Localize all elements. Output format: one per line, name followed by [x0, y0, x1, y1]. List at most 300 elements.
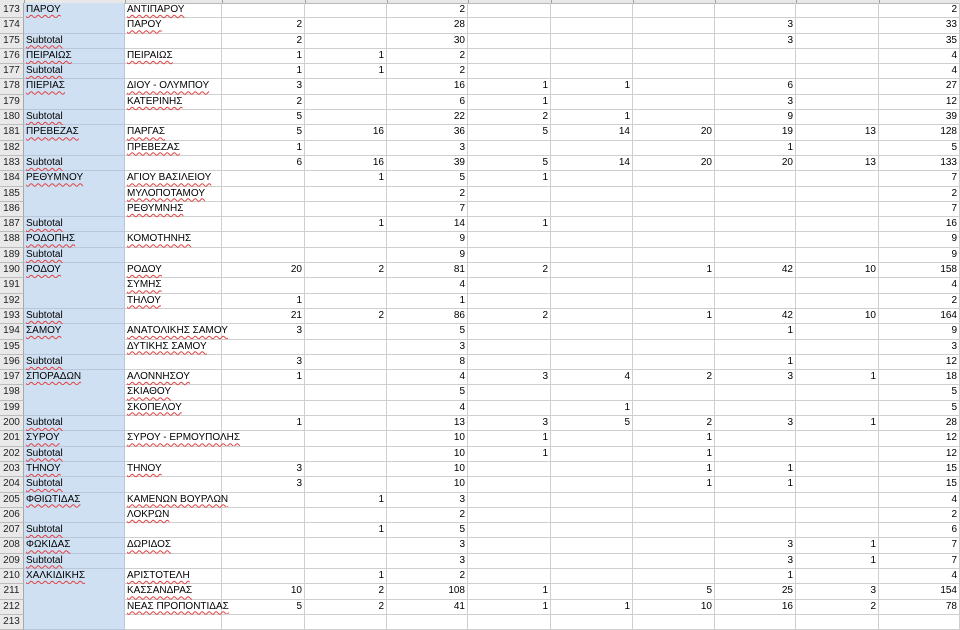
- value-cell[interactable]: 1: [222, 141, 305, 156]
- value-cell[interactable]: [633, 615, 715, 630]
- row-header[interactable]: 193: [0, 309, 24, 324]
- value-cell[interactable]: 10: [387, 477, 468, 492]
- value-cell[interactable]: [551, 615, 633, 630]
- total-cell[interactable]: 4: [879, 278, 960, 293]
- row-header[interactable]: 173: [0, 3, 24, 18]
- value-cell[interactable]: 13: [796, 125, 879, 140]
- value-cell[interactable]: [468, 49, 551, 64]
- total-cell[interactable]: 2: [879, 508, 960, 523]
- value-cell[interactable]: [468, 18, 551, 33]
- municipality-cell[interactable]: ΔΥΤΙΚΗΣ ΣΑΜΟΥ: [125, 340, 222, 355]
- value-cell[interactable]: [796, 447, 879, 462]
- value-cell[interactable]: [222, 340, 305, 355]
- municipality-cell[interactable]: ΣΚΟΠΕΛΟΥ: [125, 401, 222, 416]
- value-cell[interactable]: 16: [387, 79, 468, 94]
- value-cell[interactable]: 1: [222, 370, 305, 385]
- value-cell[interactable]: 1: [551, 600, 633, 615]
- row-header[interactable]: 211: [0, 584, 24, 599]
- value-cell[interactable]: 2: [305, 600, 387, 615]
- value-cell[interactable]: 5: [633, 584, 715, 599]
- value-cell[interactable]: [305, 95, 387, 110]
- municipality-cell[interactable]: ΠΑΡΓΑΣ: [125, 125, 222, 140]
- value-cell[interactable]: [305, 202, 387, 217]
- value-cell[interactable]: 2: [305, 309, 387, 324]
- value-cell[interactable]: 10: [222, 584, 305, 599]
- value-cell[interactable]: [715, 217, 796, 232]
- value-cell[interactable]: 10: [633, 600, 715, 615]
- municipality-cell[interactable]: ΣΚΙΑΘΟΥ: [125, 385, 222, 400]
- municipality-cell[interactable]: [125, 64, 222, 79]
- value-cell[interactable]: 25: [715, 584, 796, 599]
- total-cell[interactable]: 18: [879, 370, 960, 385]
- value-cell[interactable]: 1: [633, 477, 715, 492]
- municipality-cell[interactable]: ΠΑΡΟΥ: [125, 18, 222, 33]
- value-cell[interactable]: [468, 385, 551, 400]
- value-cell[interactable]: [796, 187, 879, 202]
- value-cell[interactable]: 3: [468, 416, 551, 431]
- value-cell[interactable]: [387, 615, 468, 630]
- value-cell[interactable]: 2: [222, 18, 305, 33]
- value-cell[interactable]: 5: [222, 125, 305, 140]
- municipality-cell[interactable]: ΜΥΛΟΠΟΤΑΜΟΥ: [125, 187, 222, 202]
- region-cell[interactable]: ΣΑΜΟΥ: [24, 324, 125, 339]
- value-cell[interactable]: 42: [715, 263, 796, 278]
- value-cell[interactable]: 1: [222, 416, 305, 431]
- total-cell[interactable]: 2: [879, 187, 960, 202]
- municipality-cell[interactable]: ΡΟΔΟΥ: [125, 263, 222, 278]
- total-cell[interactable]: 7: [879, 538, 960, 553]
- value-cell[interactable]: [305, 294, 387, 309]
- value-cell[interactable]: [222, 554, 305, 569]
- region-cell[interactable]: ΦΘΙΩΤΙΔΑΣ: [24, 493, 125, 508]
- municipality-cell[interactable]: ΚΟΜΟΤΗΝΗΣ: [125, 232, 222, 247]
- value-cell[interactable]: 3: [387, 493, 468, 508]
- municipality-cell[interactable]: [125, 110, 222, 125]
- value-cell[interactable]: 3: [222, 324, 305, 339]
- value-cell[interactable]: 4: [387, 370, 468, 385]
- value-cell[interactable]: [305, 110, 387, 125]
- region-cell[interactable]: [24, 340, 125, 355]
- total-cell[interactable]: 35: [879, 34, 960, 49]
- value-cell[interactable]: [222, 278, 305, 293]
- value-cell[interactable]: 1: [468, 171, 551, 186]
- value-cell[interactable]: [551, 263, 633, 278]
- value-cell[interactable]: [468, 141, 551, 156]
- value-cell[interactable]: 4: [551, 370, 633, 385]
- value-cell[interactable]: 13: [387, 416, 468, 431]
- value-cell[interactable]: [796, 64, 879, 79]
- value-cell[interactable]: [796, 49, 879, 64]
- value-cell[interactable]: [222, 508, 305, 523]
- value-cell[interactable]: [468, 232, 551, 247]
- region-cell[interactable]: Subtotal: [24, 309, 125, 324]
- value-cell[interactable]: 1: [468, 217, 551, 232]
- value-cell[interactable]: [551, 538, 633, 553]
- value-cell[interactable]: [468, 554, 551, 569]
- value-cell[interactable]: 1: [468, 431, 551, 446]
- value-cell[interactable]: [305, 141, 387, 156]
- value-cell[interactable]: [551, 447, 633, 462]
- value-cell[interactable]: [633, 569, 715, 584]
- municipality-cell[interactable]: [125, 447, 222, 462]
- row-header[interactable]: 188: [0, 232, 24, 247]
- row-header[interactable]: 196: [0, 355, 24, 370]
- region-cell[interactable]: ΠΑΡΟΥ: [24, 3, 125, 18]
- value-cell[interactable]: [796, 248, 879, 263]
- value-cell[interactable]: [796, 18, 879, 33]
- total-cell[interactable]: 5: [879, 385, 960, 400]
- region-cell[interactable]: [24, 508, 125, 523]
- value-cell[interactable]: 3: [387, 340, 468, 355]
- value-cell[interactable]: [468, 493, 551, 508]
- value-cell[interactable]: [468, 324, 551, 339]
- value-cell[interactable]: [715, 278, 796, 293]
- value-cell[interactable]: 1: [796, 370, 879, 385]
- municipality-cell[interactable]: ΡΕΘΥΜΝΗΣ: [125, 202, 222, 217]
- value-cell[interactable]: [796, 569, 879, 584]
- value-cell[interactable]: [222, 569, 305, 584]
- value-cell[interactable]: [796, 217, 879, 232]
- region-cell[interactable]: [24, 600, 125, 615]
- total-cell[interactable]: 39: [879, 110, 960, 125]
- value-cell[interactable]: 5: [222, 600, 305, 615]
- region-cell[interactable]: [24, 278, 125, 293]
- total-cell[interactable]: 154: [879, 584, 960, 599]
- value-cell[interactable]: 3: [222, 79, 305, 94]
- total-cell[interactable]: 4: [879, 493, 960, 508]
- total-cell[interactable]: 5: [879, 401, 960, 416]
- value-cell[interactable]: [796, 232, 879, 247]
- value-cell[interactable]: 1: [305, 64, 387, 79]
- region-cell[interactable]: [24, 187, 125, 202]
- region-cell[interactable]: Subtotal: [24, 110, 125, 125]
- value-cell[interactable]: 1: [796, 416, 879, 431]
- value-cell[interactable]: [305, 370, 387, 385]
- value-cell[interactable]: [633, 217, 715, 232]
- region-cell[interactable]: ΡΕΘΥΜΝΟΥ: [24, 171, 125, 186]
- value-cell[interactable]: [468, 34, 551, 49]
- value-cell[interactable]: [633, 141, 715, 156]
- value-cell[interactable]: [796, 202, 879, 217]
- municipality-cell[interactable]: ΚΑΤΕΡΙΝΗΣ: [125, 95, 222, 110]
- row-header[interactable]: 177: [0, 64, 24, 79]
- value-cell[interactable]: [551, 95, 633, 110]
- row-header[interactable]: 208: [0, 538, 24, 553]
- value-cell[interactable]: 5: [551, 416, 633, 431]
- value-cell[interactable]: 1: [305, 49, 387, 64]
- value-cell[interactable]: 10: [387, 462, 468, 477]
- value-cell[interactable]: [468, 278, 551, 293]
- value-cell[interactable]: [305, 416, 387, 431]
- municipality-cell[interactable]: [125, 477, 222, 492]
- value-cell[interactable]: [633, 385, 715, 400]
- value-cell[interactable]: [305, 615, 387, 630]
- value-cell[interactable]: [222, 187, 305, 202]
- value-cell[interactable]: 1: [715, 355, 796, 370]
- value-cell[interactable]: 1: [551, 401, 633, 416]
- value-cell[interactable]: 9: [387, 248, 468, 263]
- value-cell[interactable]: [468, 477, 551, 492]
- value-cell[interactable]: [222, 538, 305, 553]
- value-cell[interactable]: [305, 447, 387, 462]
- value-cell[interactable]: [222, 171, 305, 186]
- region-cell[interactable]: Subtotal: [24, 416, 125, 431]
- value-cell[interactable]: [715, 523, 796, 538]
- municipality-cell[interactable]: [125, 554, 222, 569]
- value-cell[interactable]: [633, 202, 715, 217]
- row-header[interactable]: 192: [0, 294, 24, 309]
- row-header[interactable]: 179: [0, 95, 24, 110]
- value-cell[interactable]: [633, 171, 715, 186]
- value-cell[interactable]: 14: [551, 125, 633, 140]
- row-header[interactable]: 181: [0, 125, 24, 140]
- row-header[interactable]: 180: [0, 110, 24, 125]
- value-cell[interactable]: [796, 340, 879, 355]
- row-header[interactable]: 187: [0, 217, 24, 232]
- value-cell[interactable]: [222, 401, 305, 416]
- value-cell[interactable]: [715, 340, 796, 355]
- value-cell[interactable]: 1: [468, 95, 551, 110]
- value-cell[interactable]: [551, 309, 633, 324]
- value-cell[interactable]: [633, 508, 715, 523]
- value-cell[interactable]: [551, 187, 633, 202]
- value-cell[interactable]: [468, 64, 551, 79]
- value-cell[interactable]: [305, 232, 387, 247]
- value-cell[interactable]: [633, 95, 715, 110]
- total-cell[interactable]: 164: [879, 309, 960, 324]
- value-cell[interactable]: 86: [387, 309, 468, 324]
- value-cell[interactable]: [715, 508, 796, 523]
- value-cell[interactable]: 1: [796, 554, 879, 569]
- value-cell[interactable]: 1: [633, 309, 715, 324]
- value-cell[interactable]: [633, 110, 715, 125]
- total-cell[interactable]: 12: [879, 95, 960, 110]
- row-header[interactable]: 175: [0, 34, 24, 49]
- value-cell[interactable]: [715, 49, 796, 64]
- row-header[interactable]: 206: [0, 508, 24, 523]
- municipality-cell[interactable]: ΣΥΜΗΣ: [125, 278, 222, 293]
- region-cell[interactable]: Subtotal: [24, 477, 125, 492]
- value-cell[interactable]: 1: [633, 431, 715, 446]
- value-cell[interactable]: [222, 447, 305, 462]
- municipality-cell[interactable]: ΑΝΤΙΠΑΡΟΥ: [125, 3, 222, 18]
- value-cell[interactable]: 1: [387, 294, 468, 309]
- municipality-cell[interactable]: ΛΟΚΡΩΝ: [125, 508, 222, 523]
- value-cell[interactable]: 1: [633, 462, 715, 477]
- value-cell[interactable]: 16: [305, 125, 387, 140]
- value-cell[interactable]: [633, 324, 715, 339]
- value-cell[interactable]: 2: [387, 49, 468, 64]
- value-cell[interactable]: 9: [387, 232, 468, 247]
- total-cell[interactable]: 15: [879, 462, 960, 477]
- value-cell[interactable]: 21: [222, 309, 305, 324]
- value-cell[interactable]: [715, 202, 796, 217]
- value-cell[interactable]: [305, 340, 387, 355]
- municipality-cell[interactable]: ΠΡΕΒΕΖΑΣ: [125, 141, 222, 156]
- row-header[interactable]: 195: [0, 340, 24, 355]
- value-cell[interactable]: 22: [387, 110, 468, 125]
- value-cell[interactable]: 13: [796, 156, 879, 171]
- value-cell[interactable]: [633, 3, 715, 18]
- region-cell[interactable]: Subtotal: [24, 355, 125, 370]
- value-cell[interactable]: [796, 385, 879, 400]
- municipality-cell[interactable]: [125, 309, 222, 324]
- value-cell[interactable]: 5: [468, 156, 551, 171]
- value-cell[interactable]: 10: [796, 263, 879, 278]
- region-cell[interactable]: ΣΥΡΟΥ: [24, 431, 125, 446]
- value-cell[interactable]: 1: [715, 569, 796, 584]
- value-cell[interactable]: 8: [387, 355, 468, 370]
- value-cell[interactable]: [551, 493, 633, 508]
- value-cell[interactable]: [222, 431, 305, 446]
- value-cell[interactable]: 1: [305, 171, 387, 186]
- row-header[interactable]: 199: [0, 401, 24, 416]
- value-cell[interactable]: 3: [222, 477, 305, 492]
- value-cell[interactable]: 2: [222, 34, 305, 49]
- region-cell[interactable]: [24, 202, 125, 217]
- total-cell[interactable]: 3: [879, 340, 960, 355]
- value-cell[interactable]: 2: [305, 263, 387, 278]
- region-cell[interactable]: Subtotal: [24, 523, 125, 538]
- value-cell[interactable]: 2: [387, 3, 468, 18]
- value-cell[interactable]: [551, 355, 633, 370]
- value-cell[interactable]: [551, 34, 633, 49]
- total-cell[interactable]: 27: [879, 79, 960, 94]
- region-cell[interactable]: [24, 141, 125, 156]
- value-cell[interactable]: 2: [387, 187, 468, 202]
- row-header[interactable]: 182: [0, 141, 24, 156]
- row-header[interactable]: 203: [0, 462, 24, 477]
- value-cell[interactable]: [715, 385, 796, 400]
- value-cell[interactable]: [468, 538, 551, 553]
- total-cell[interactable]: 9: [879, 324, 960, 339]
- region-cell[interactable]: Subtotal: [24, 64, 125, 79]
- municipality-cell[interactable]: ΤΗΛΟΥ: [125, 294, 222, 309]
- value-cell[interactable]: [796, 615, 879, 630]
- value-cell[interactable]: [715, 431, 796, 446]
- value-cell[interactable]: [305, 248, 387, 263]
- total-cell[interactable]: 9: [879, 232, 960, 247]
- row-header[interactable]: 197: [0, 370, 24, 385]
- value-cell[interactable]: 1: [222, 49, 305, 64]
- municipality-cell[interactable]: [125, 217, 222, 232]
- value-cell[interactable]: [715, 493, 796, 508]
- value-cell[interactable]: [468, 615, 551, 630]
- value-cell[interactable]: [551, 171, 633, 186]
- value-cell[interactable]: [468, 248, 551, 263]
- row-header[interactable]: 207: [0, 523, 24, 538]
- row-header[interactable]: 183: [0, 156, 24, 171]
- value-cell[interactable]: 3: [222, 462, 305, 477]
- total-cell[interactable]: 2: [879, 294, 960, 309]
- value-cell[interactable]: [633, 18, 715, 33]
- value-cell[interactable]: 30: [387, 34, 468, 49]
- value-cell[interactable]: 1: [305, 523, 387, 538]
- row-header[interactable]: 190: [0, 263, 24, 278]
- region-cell[interactable]: Subtotal: [24, 217, 125, 232]
- value-cell[interactable]: [715, 615, 796, 630]
- value-cell[interactable]: [633, 64, 715, 79]
- value-cell[interactable]: [468, 355, 551, 370]
- value-cell[interactable]: [222, 3, 305, 18]
- value-cell[interactable]: [796, 141, 879, 156]
- value-cell[interactable]: [796, 171, 879, 186]
- total-cell[interactable]: 7: [879, 171, 960, 186]
- value-cell[interactable]: 5: [387, 171, 468, 186]
- value-cell[interactable]: 2: [633, 370, 715, 385]
- value-cell[interactable]: [633, 523, 715, 538]
- value-cell[interactable]: [468, 462, 551, 477]
- value-cell[interactable]: 2: [468, 263, 551, 278]
- value-cell[interactable]: [715, 171, 796, 186]
- value-cell[interactable]: 3: [796, 584, 879, 599]
- value-cell[interactable]: [551, 49, 633, 64]
- municipality-cell[interactable]: [125, 156, 222, 171]
- value-cell[interactable]: [551, 217, 633, 232]
- value-cell[interactable]: [468, 523, 551, 538]
- value-cell[interactable]: [468, 202, 551, 217]
- region-cell[interactable]: ΠΙΕΡΙΑΣ: [24, 79, 125, 94]
- row-header[interactable]: 184: [0, 171, 24, 186]
- value-cell[interactable]: 10: [387, 431, 468, 446]
- value-cell[interactable]: [551, 584, 633, 599]
- municipality-cell[interactable]: [125, 416, 222, 431]
- value-cell[interactable]: 3: [387, 141, 468, 156]
- value-cell[interactable]: [551, 340, 633, 355]
- total-cell[interactable]: 12: [879, 431, 960, 446]
- value-cell[interactable]: 1: [715, 477, 796, 492]
- value-cell[interactable]: [551, 248, 633, 263]
- value-cell[interactable]: 1: [468, 600, 551, 615]
- value-cell[interactable]: 39: [387, 156, 468, 171]
- value-cell[interactable]: [796, 462, 879, 477]
- value-cell[interactable]: [796, 278, 879, 293]
- value-cell[interactable]: [305, 538, 387, 553]
- total-cell[interactable]: [879, 615, 960, 630]
- value-cell[interactable]: [796, 355, 879, 370]
- total-cell[interactable]: 78: [879, 600, 960, 615]
- value-cell[interactable]: [551, 202, 633, 217]
- value-cell[interactable]: 2: [222, 95, 305, 110]
- municipality-cell[interactable]: ΣΥΡΟΥ - ΕΡΜΟΥΠΟΛΗΣ: [125, 431, 222, 446]
- value-cell[interactable]: 1: [715, 141, 796, 156]
- value-cell[interactable]: [633, 278, 715, 293]
- region-cell[interactable]: ΤΗΝΟΥ: [24, 462, 125, 477]
- value-cell[interactable]: [633, 49, 715, 64]
- total-cell[interactable]: 6: [879, 523, 960, 538]
- value-cell[interactable]: 3: [387, 554, 468, 569]
- municipality-cell[interactable]: [125, 523, 222, 538]
- region-cell[interactable]: [24, 401, 125, 416]
- value-cell[interactable]: 14: [551, 156, 633, 171]
- row-header[interactable]: 213: [0, 615, 24, 630]
- value-cell[interactable]: 2: [796, 600, 879, 615]
- value-cell[interactable]: 1: [468, 447, 551, 462]
- total-cell[interactable]: 28: [879, 416, 960, 431]
- row-header[interactable]: 198: [0, 385, 24, 400]
- value-cell[interactable]: 16: [305, 156, 387, 171]
- total-cell[interactable]: 133: [879, 156, 960, 171]
- total-cell[interactable]: 5: [879, 141, 960, 156]
- value-cell[interactable]: 1: [222, 294, 305, 309]
- value-cell[interactable]: 1: [715, 324, 796, 339]
- value-cell[interactable]: [551, 64, 633, 79]
- region-cell[interactable]: Subtotal: [24, 554, 125, 569]
- value-cell[interactable]: 7: [387, 202, 468, 217]
- value-cell[interactable]: 2: [468, 110, 551, 125]
- value-cell[interactable]: 6: [715, 79, 796, 94]
- region-cell[interactable]: [24, 18, 125, 33]
